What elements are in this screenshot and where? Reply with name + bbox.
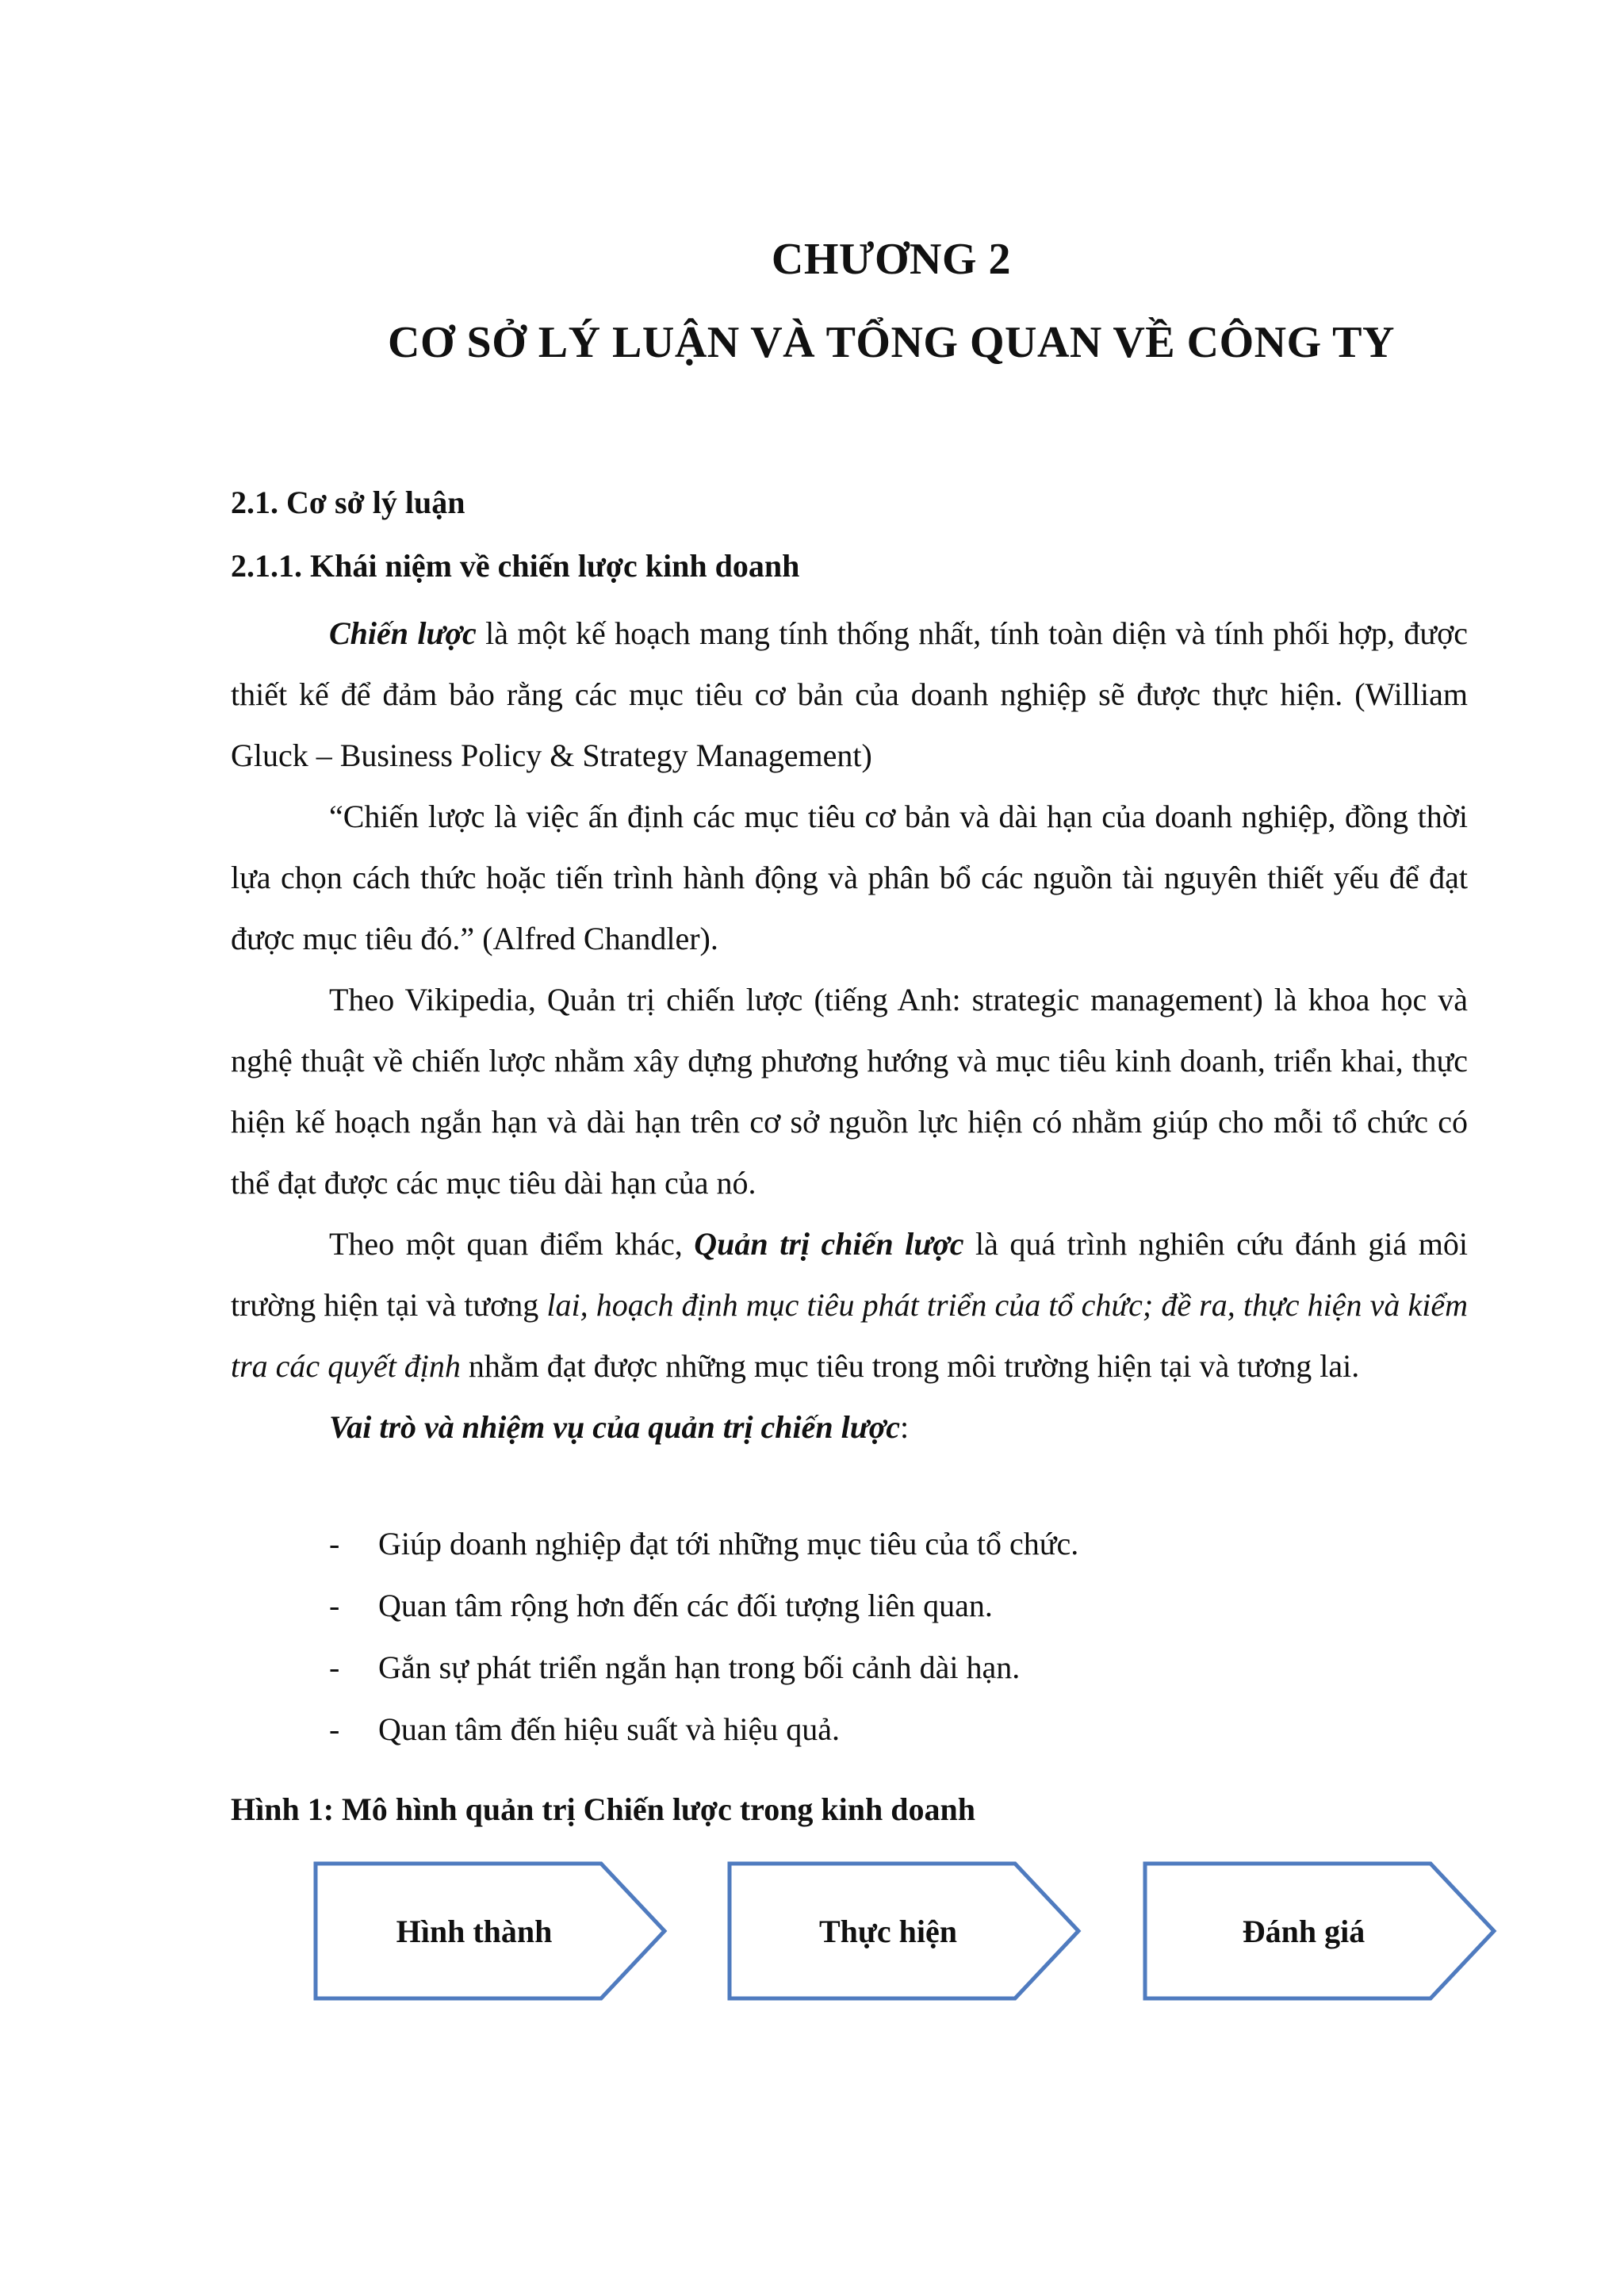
paragraph-lead: Theo một quan điểm khác, [329, 1226, 695, 1262]
term-quan-tri-chien-luoc: Quản trị chiến lược [694, 1226, 964, 1262]
paragraph-italic: lai, hoạch định mục tiêu phát triển của tổ chức; đề ra, thực hiện và kiểm tra các quyết định [231, 1287, 1468, 1384]
body-paragraphs [231, 603, 1468, 1458]
paragraph-definition-chandler [231, 786, 1468, 969]
colon: : [899, 1409, 910, 1445]
list-item [231, 1637, 1468, 1699]
paragraph-text: là quá trình nghiên cứu đánh giá môi trường hiện tại và tương [231, 1226, 1468, 1323]
paragraph-tail: nhằm đạt được những mục tiêu trong môi trường hiện tại và tương lai. [460, 1348, 1360, 1384]
list-item-text: Giúp doanh nghiệp đạt tới những mục tiêu của tổ chức. [378, 1526, 1079, 1561]
process-step-label: Thực hiện [818, 1914, 958, 1949]
section-heading: 2.1. Cơ sở lý luận [231, 485, 465, 520]
roles-list [231, 1513, 1468, 1761]
list-dash: - [329, 1588, 340, 1623]
list-item-text: Quan tâm rộng hơn đến các đối tượng liên quan. [378, 1588, 993, 1623]
term-vai-tro: Vai trò và nhiệm vụ của quản trị chiến lược [329, 1409, 900, 1445]
list-item-text: Gắn sự phát triển ngắn hạn trong bối cảnh dài hạn. [378, 1649, 1021, 1685]
chapter-number: CHƯƠNG 2 [771, 235, 1012, 284]
paragraph-other-view [231, 1213, 1468, 1397]
paragraph-text: “Chiến lược là việc ấn định các mục tiêu cơ bản và dài hạn của doanh nghiệp, đồng thời lựa chọn cách thức hoặc tiến trình hành động và phân bổ các nguồn tài nguyên thiết yếu để đạt được mục tiêu đó.” (Alfred Chandler). [231, 799, 1468, 956]
process-step-label: Hình thành [396, 1914, 553, 1949]
paragraph-roles-heading [231, 1397, 1468, 1458]
chapter-title: CƠ SỞ LÝ LUẬN VÀ TỔNG QUAN VỀ CÔNG TY [388, 318, 1395, 367]
list-item [231, 1575, 1468, 1637]
subsection-heading: 2.1.1. Khái niệm về chiến lược kinh doanh [231, 548, 800, 584]
list-dash: - [329, 1526, 340, 1561]
list-item [231, 1513, 1468, 1575]
paragraph-text: là một kế hoạch mang tính thống nhất, tính toàn diện và tính phối hợp, được thiết kế để đảm bảo rằng các mục tiêu cơ bản của doanh nghiệp sẽ được thực hiện. (William Gluck – Business Policy & Strategy Management) [231, 615, 1468, 773]
process-step-label: Đánh giá [1242, 1914, 1365, 1949]
paragraph-text: Theo Vikipedia, Quản trị chiến lược (tiếng Anh: strategic management) là khoa học và nghệ thuật về chiến lược nhằm xây dựng phương hướng và mục tiêu kinh doanh, triển khai, thực hiện kế hoạch ngắn hạn và dài hạn trên cơ sở nguồn lực hiện có nhằm giúp cho mỗi tổ chức có thể đạt được các mục tiêu dài hạn của nó. [231, 982, 1468, 1201]
strategy-process-diagram [0, 1848, 1624, 2038]
list-dash: - [329, 1711, 340, 1747]
figure-caption: Hình 1: Mô hình quản trị Chiến lược trong kinh doanh [231, 1791, 976, 1827]
term-chien-luoc: Chiến lược [329, 615, 477, 651]
list-item [231, 1699, 1468, 1761]
list-item-text: Quan tâm đến hiệu suất và hiệu quả. [378, 1711, 841, 1747]
paragraph-vikipedia [231, 969, 1468, 1213]
list-dash: - [329, 1649, 340, 1685]
paragraph-definition-gluck [231, 603, 1468, 786]
